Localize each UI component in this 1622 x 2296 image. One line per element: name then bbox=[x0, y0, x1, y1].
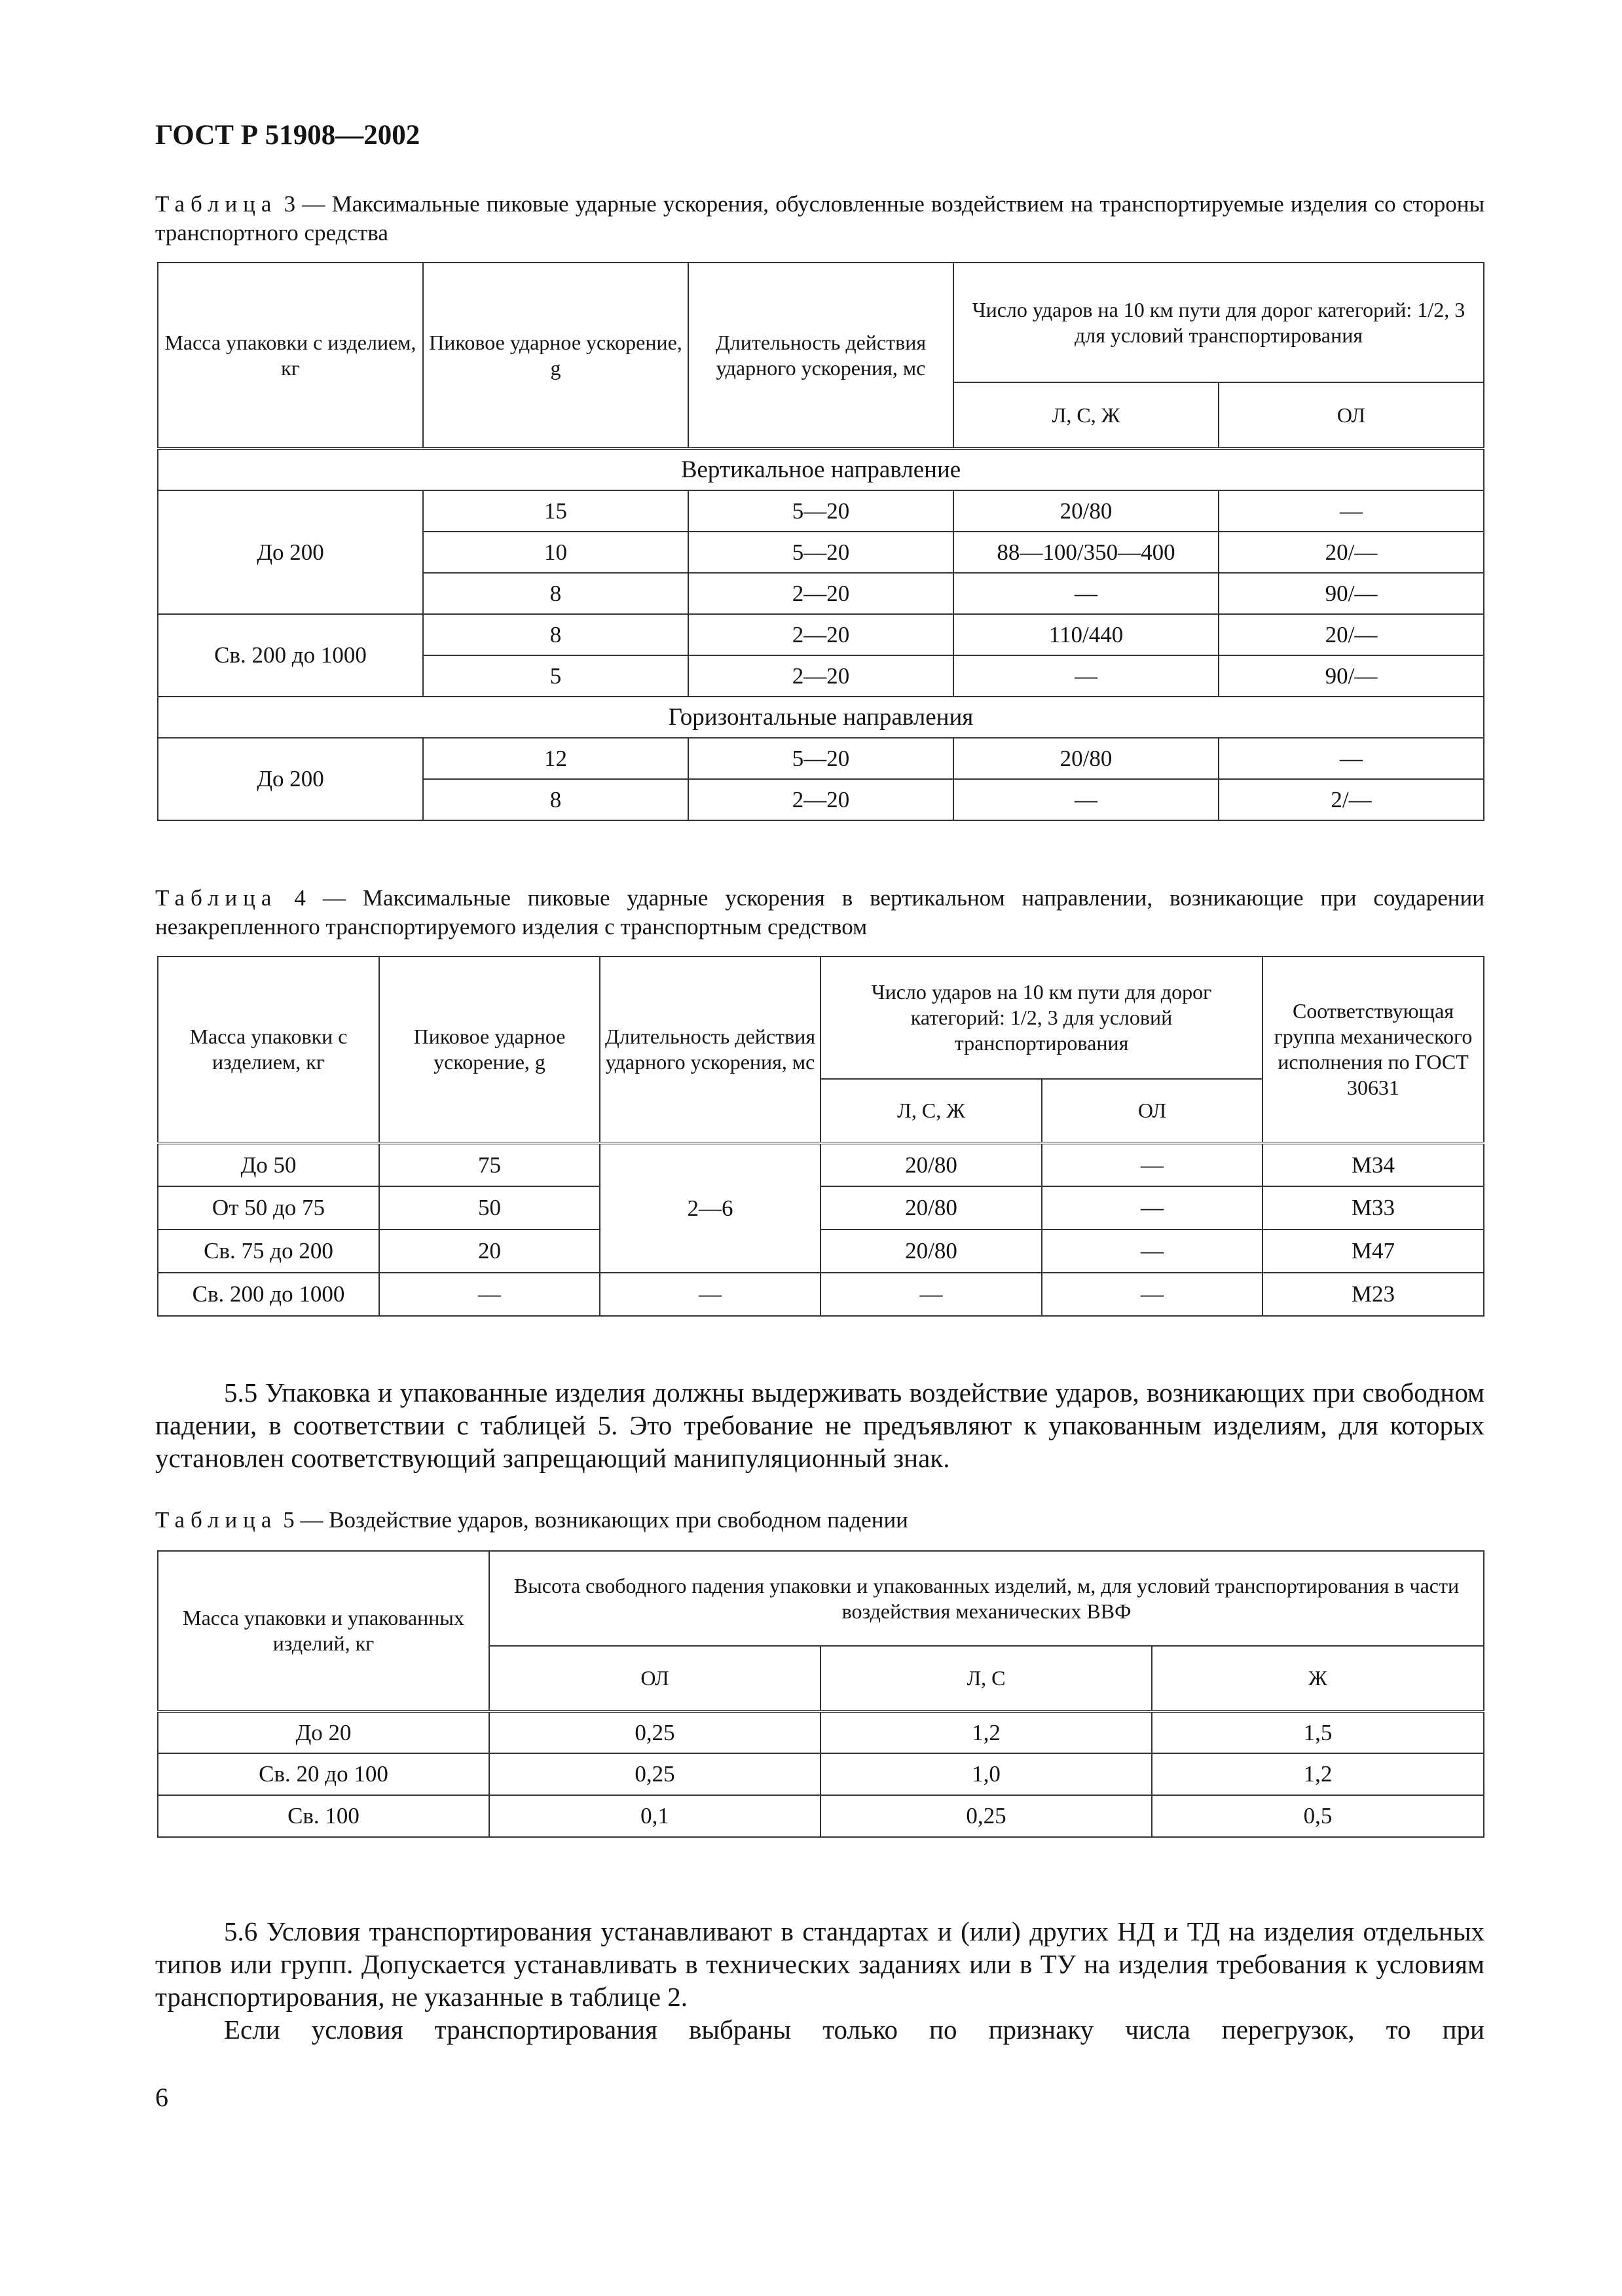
table5-col-mass: Масса упаковки и упакованных изделий, кг bbox=[158, 1551, 489, 1711]
table3-cell: 8 bbox=[423, 573, 688, 614]
table-5 bbox=[157, 1550, 1484, 1838]
table5-col-ol: ОЛ bbox=[489, 1646, 820, 1711]
table4-cell: 20 bbox=[379, 1230, 600, 1273]
table4-cell: 20/80 bbox=[820, 1143, 1042, 1186]
table3-cell: 2—20 bbox=[688, 573, 953, 614]
table4-caption-text: 4 — Максимальные пиковые ударные ускорения в вертикальном направлении, возникающие при соударении незакрепленного транспортируемого изделия с транспортным средством bbox=[155, 885, 1484, 939]
table5-cell: 1,2 bbox=[1152, 1753, 1484, 1795]
table4-cell: М47 bbox=[1263, 1230, 1484, 1273]
table5-cell: Св. 100 bbox=[158, 1795, 489, 1837]
table4-caption-word: Таблица bbox=[155, 885, 278, 911]
table3-cell: 8 bbox=[423, 779, 688, 820]
table3-cell: 88—100/350—400 bbox=[953, 532, 1219, 573]
table3-col-duration: Длительность действия ударного ускорения, мс bbox=[688, 263, 953, 448]
table5-cell: 1,2 bbox=[820, 1711, 1152, 1753]
table4-cell: — bbox=[600, 1273, 820, 1316]
table4-cell: До 50 bbox=[158, 1143, 379, 1186]
table5-cell: 0,25 bbox=[820, 1795, 1152, 1837]
table4-cell: М34 bbox=[1263, 1143, 1484, 1186]
table3-section-horizontal: Горизонтальные направления bbox=[158, 697, 1484, 738]
page-number: 6 bbox=[155, 2083, 168, 2112]
paragraph-last: Если условия транспортирования выбраны только по признаку числа перегрузок, то при bbox=[224, 2014, 1484, 2045]
table3-col-peak: Пиковое ударное ускорение, g bbox=[423, 263, 688, 448]
table4-cell: 20/80 bbox=[820, 1230, 1042, 1273]
table3-mass-cell: Св. 200 до 1000 bbox=[158, 614, 423, 697]
table3-cell: — bbox=[953, 779, 1219, 820]
table5-cell: 0,25 bbox=[489, 1753, 820, 1795]
table4-cell: От 50 до 75 bbox=[158, 1186, 379, 1230]
table4-col-ol: ОЛ bbox=[1042, 1079, 1263, 1143]
table3-cell: 15 bbox=[423, 490, 688, 532]
table5-cell: 0,25 bbox=[489, 1711, 820, 1753]
table4-cell: — bbox=[1042, 1186, 1263, 1230]
table4-cell: М23 bbox=[1263, 1273, 1484, 1316]
paragraph-5-6: 5.6 Условия транспортирования устанавливают в стандартах и (или) других НД и ТД на изделия отдельных типов или групп. Допускается устанавливать в технических заданиях или в ТУ на изделия требования к условиям транспортирования, не указанные в таблице 2. bbox=[155, 1916, 1484, 2012]
table3-cell: 20/— bbox=[1219, 532, 1484, 573]
table3-cell: 5—20 bbox=[688, 532, 953, 573]
table5-col-j: Ж bbox=[1152, 1646, 1484, 1711]
table4-col-mass: Масса упаковки с изделием, кг bbox=[158, 957, 379, 1143]
table4-col-count: Число ударов на 10 км пути для дорог категорий: 1/2, 3 для условий транспортирования bbox=[820, 957, 1263, 1079]
table4-cell: — bbox=[1042, 1143, 1263, 1186]
table3-cell: 5—20 bbox=[688, 490, 953, 532]
table3-col-lsj: Л, С, Ж bbox=[953, 382, 1219, 448]
table4-col-peak: Пиковое ударное ускорение, g bbox=[379, 957, 600, 1143]
table4-cell: — bbox=[1042, 1230, 1263, 1273]
table3-cell: 5—20 bbox=[688, 738, 953, 779]
table3-cell: 2—20 bbox=[688, 779, 953, 820]
table4-col-lsj: Л, С, Ж bbox=[820, 1079, 1042, 1143]
table5-cell: 1,5 bbox=[1152, 1711, 1484, 1753]
table3-caption bbox=[155, 190, 1484, 247]
table5-caption-word: Таблица bbox=[155, 1507, 278, 1533]
table4-col-duration: Длительность действия ударного ускорения, мс bbox=[600, 957, 820, 1143]
table3-mass-cell: До 200 bbox=[158, 738, 423, 820]
table5-caption-text: 5 — Воздействие ударов, возникающих при свободном падении bbox=[277, 1507, 908, 1533]
table3-section-vertical: Вертикальное направление bbox=[158, 448, 1484, 490]
table5-col-ls: Л, С bbox=[820, 1646, 1152, 1711]
table3-cell: 2—20 bbox=[688, 614, 953, 655]
table3-col-mass: Масса упаковки с изделием, кг bbox=[158, 263, 423, 448]
table5-cell: Св. 20 до 100 bbox=[158, 1753, 489, 1795]
table3-cell: 2/— bbox=[1219, 779, 1484, 820]
table4-cell: — bbox=[379, 1273, 600, 1316]
table4-cell: 50 bbox=[379, 1186, 600, 1230]
table3-cell: 90/— bbox=[1219, 573, 1484, 614]
table3-caption-word: Таблица bbox=[155, 191, 278, 217]
table3-cell: 20/80 bbox=[953, 490, 1219, 532]
table3-caption-text: 3 — Максимальные пиковые ударные ускорения, обусловленные воздействием на транспортируемые изделия со стороны транспортного средства bbox=[155, 191, 1484, 246]
table3-cell: — bbox=[1219, 490, 1484, 532]
table3-cell: 12 bbox=[423, 738, 688, 779]
table3-cell: 110/440 bbox=[953, 614, 1219, 655]
table3-cell: 8 bbox=[423, 614, 688, 655]
table-3 bbox=[157, 262, 1484, 821]
table4-cell: — bbox=[820, 1273, 1042, 1316]
table4-cell: Св. 200 до 1000 bbox=[158, 1273, 379, 1316]
table3-cell: 10 bbox=[423, 532, 688, 573]
table4-cell: 20/80 bbox=[820, 1186, 1042, 1230]
table4-col-group: Соответствующая группа механического исполнения по ГОСТ 30631 bbox=[1263, 957, 1484, 1143]
table5-cell: 1,0 bbox=[820, 1753, 1152, 1795]
table4-cell: 75 bbox=[379, 1143, 600, 1186]
table3-cell: — bbox=[953, 573, 1219, 614]
table5-cell: 0,1 bbox=[489, 1795, 820, 1837]
table3-cell: — bbox=[1219, 738, 1484, 779]
table3-cell: — bbox=[953, 655, 1219, 697]
table4-cell: Св. 75 до 200 bbox=[158, 1230, 379, 1273]
table-4 bbox=[157, 956, 1484, 1317]
table3-cell: 20/80 bbox=[953, 738, 1219, 779]
table3-mass-cell: До 200 bbox=[158, 490, 423, 614]
table5-cell: До 20 bbox=[158, 1711, 489, 1753]
table5-cell: 0,5 bbox=[1152, 1795, 1484, 1837]
table3-cell: 20/— bbox=[1219, 614, 1484, 655]
table5-col-height: Высота свободного падения упаковки и упакованных изделий, м, для условий транспортирования в части воздействия механических ВВФ bbox=[489, 1551, 1484, 1646]
table3-cell: 2—20 bbox=[688, 655, 953, 697]
table4-merged-duration: 2—6 bbox=[600, 1143, 820, 1273]
table4-caption bbox=[155, 884, 1484, 941]
table3-col-ol: ОЛ bbox=[1219, 382, 1484, 448]
table5-caption bbox=[155, 1506, 1484, 1535]
table4-cell: — bbox=[1042, 1273, 1263, 1316]
table4-cell: М33 bbox=[1263, 1186, 1484, 1230]
paragraph-5-5: 5.5 Упаковка и упакованные изделия должны выдерживать воздействие ударов, возникающих при свободном падении, в соответствии с таблицей 5. Это требование не предъявляют к упакованным изделиям, для которых установлен соответствующий запрещающий манипуляционный знак. bbox=[155, 1377, 1484, 1473]
table3-cell: 5 bbox=[423, 655, 688, 697]
document-header: ГОСТ Р 51908—2002 bbox=[155, 120, 420, 151]
table3-col-count: Число ударов на 10 км пути для дорог категорий: 1/2, 3 для условий транспортирования bbox=[953, 263, 1484, 382]
table3-cell: 90/— bbox=[1219, 655, 1484, 697]
